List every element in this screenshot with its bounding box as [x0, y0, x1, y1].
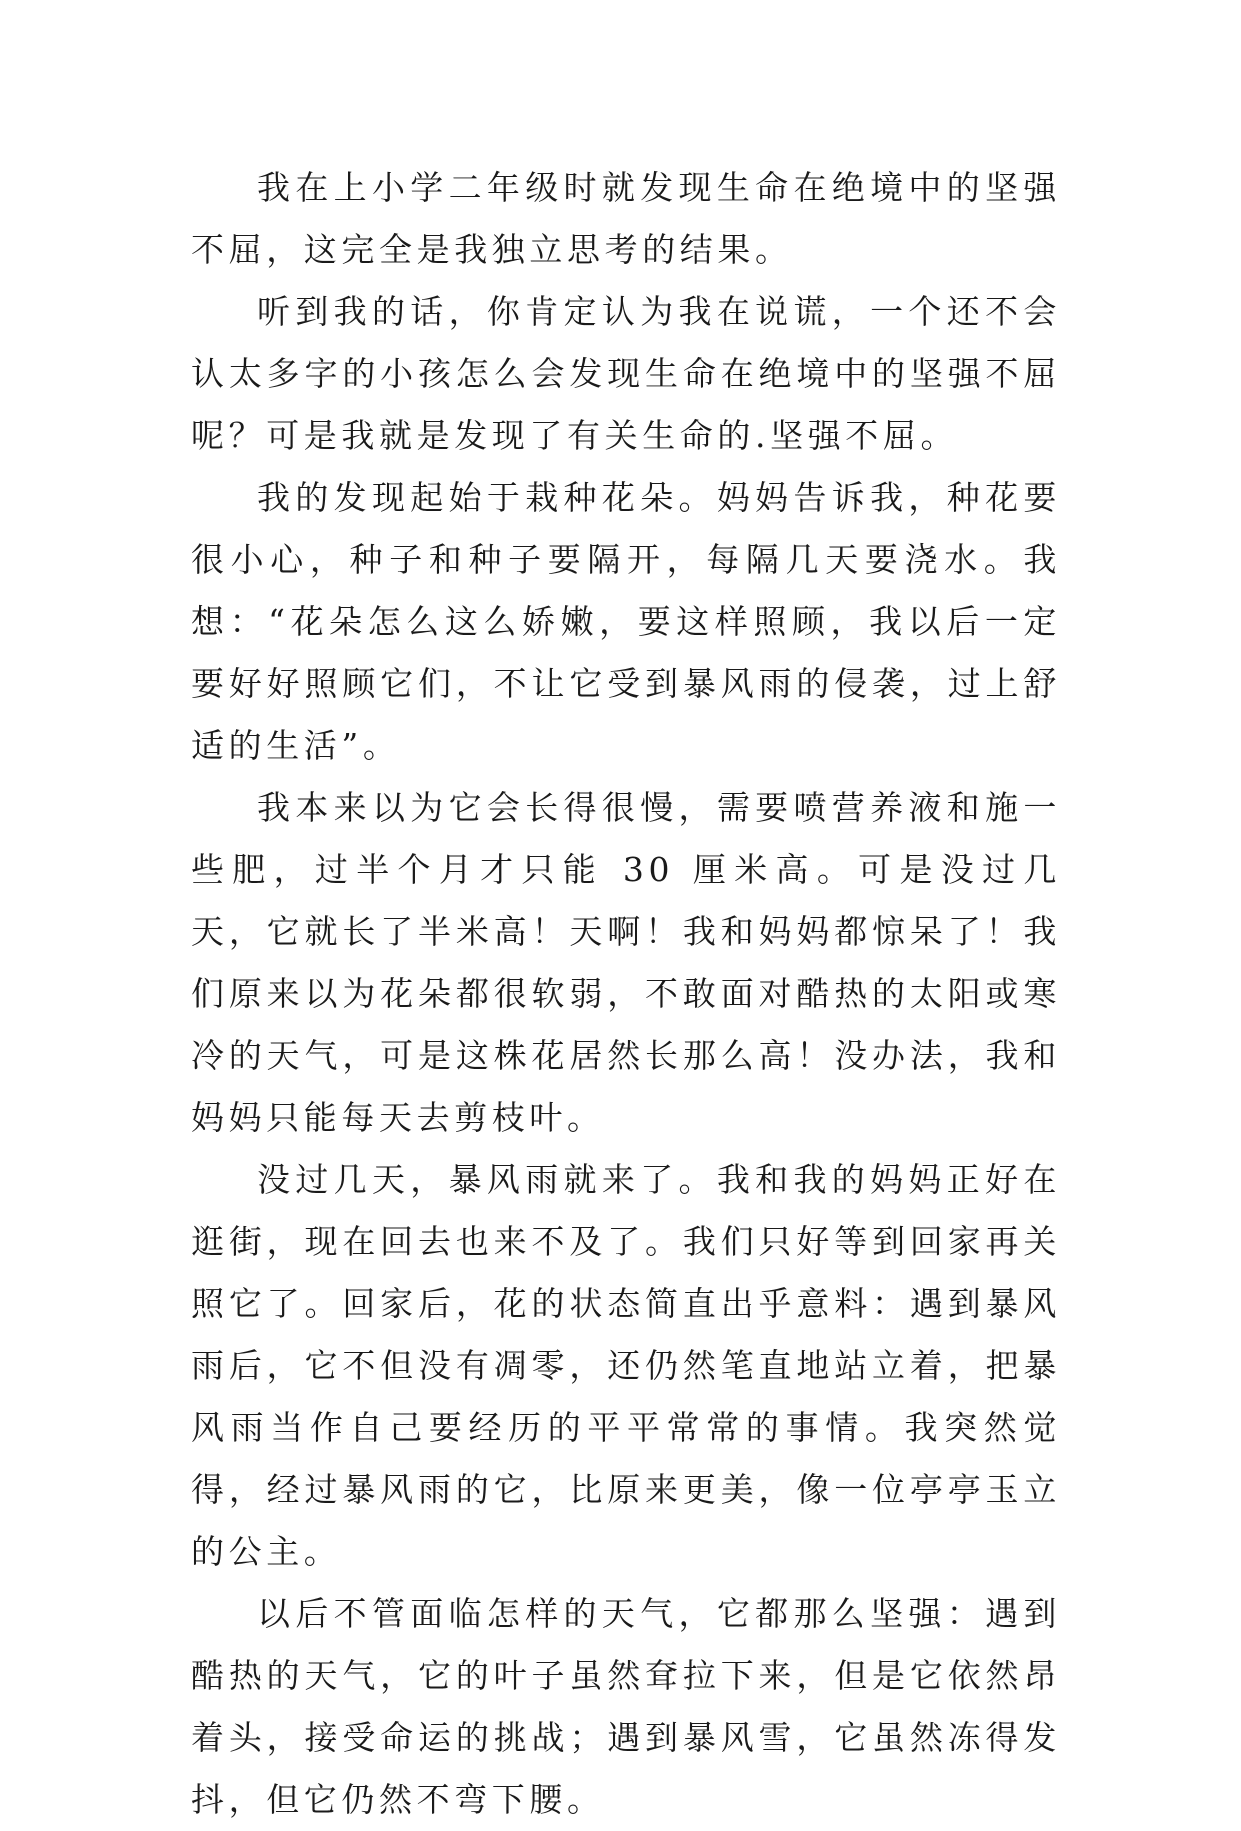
- paragraph-3: 我的发现起始于栽种花朵。妈妈告诉我，种花要很小心，种子和种子要隔开，每隔几天要浇水。我想：“花朵怎么这么娇嫩，要这样照顾，我以后一定要好好照顾它们，不让它受到暴风雨的侵袭，过上舒适的生活”。: [191, 478, 1061, 765]
- paragraph-1: 我在上小学二年级时就发现生命在绝境中的坚强不屈，这完全是我独立思考的结果。: [191, 168, 1061, 269]
- paragraph-5: 没过几天，暴风雨就来了。我和我的妈妈正好在逛街，现在回去也来不及了。我们只好等到回家再关照它了。回家后，花的状态简直出乎意料：遇到暴风雨后，它不但没有凋零，还仍然笔直地站立着，把暴风雨当作自己要经历的平平常常的事情。我突然觉得，经过暴风雨的它，比原来更美，像一位亭亭玉立的公主。: [191, 1160, 1061, 1571]
- paragraph-4: 我本来以为它会长得很慢，需要喷营养液和施一些肥，过半个月才只能 30 厘米高。可是没过几天，它就长了半米高！天啊！我和妈妈都惊呆了！我们原来以为花朵都很软弱，不敢面对酷热的太阳或寒冷的天气，可是这株花居然长那么高！没办法，我和妈妈只能每天去剪枝叶。: [191, 788, 1061, 1137]
- paragraph-2: 听到我的话，你肯定认为我在说谎，一个还不会认太多字的小孩怎么会发现生命在绝境中的坚强不屈呢？可是我就是发现了有关生命的.坚强不屈。: [191, 292, 1061, 455]
- paragraph-6: 以后不管面临怎样的天气，它都那么坚强：遇到酷热的天气，它的叶子虽然耷拉下来，但是它依然昂着头，接受命运的挑战；遇到暴风雪，它虽然冻得发抖，但它仍然不弯下腰。: [191, 1594, 1061, 1819]
- essay-body: [191, 157, 1061, 1831]
